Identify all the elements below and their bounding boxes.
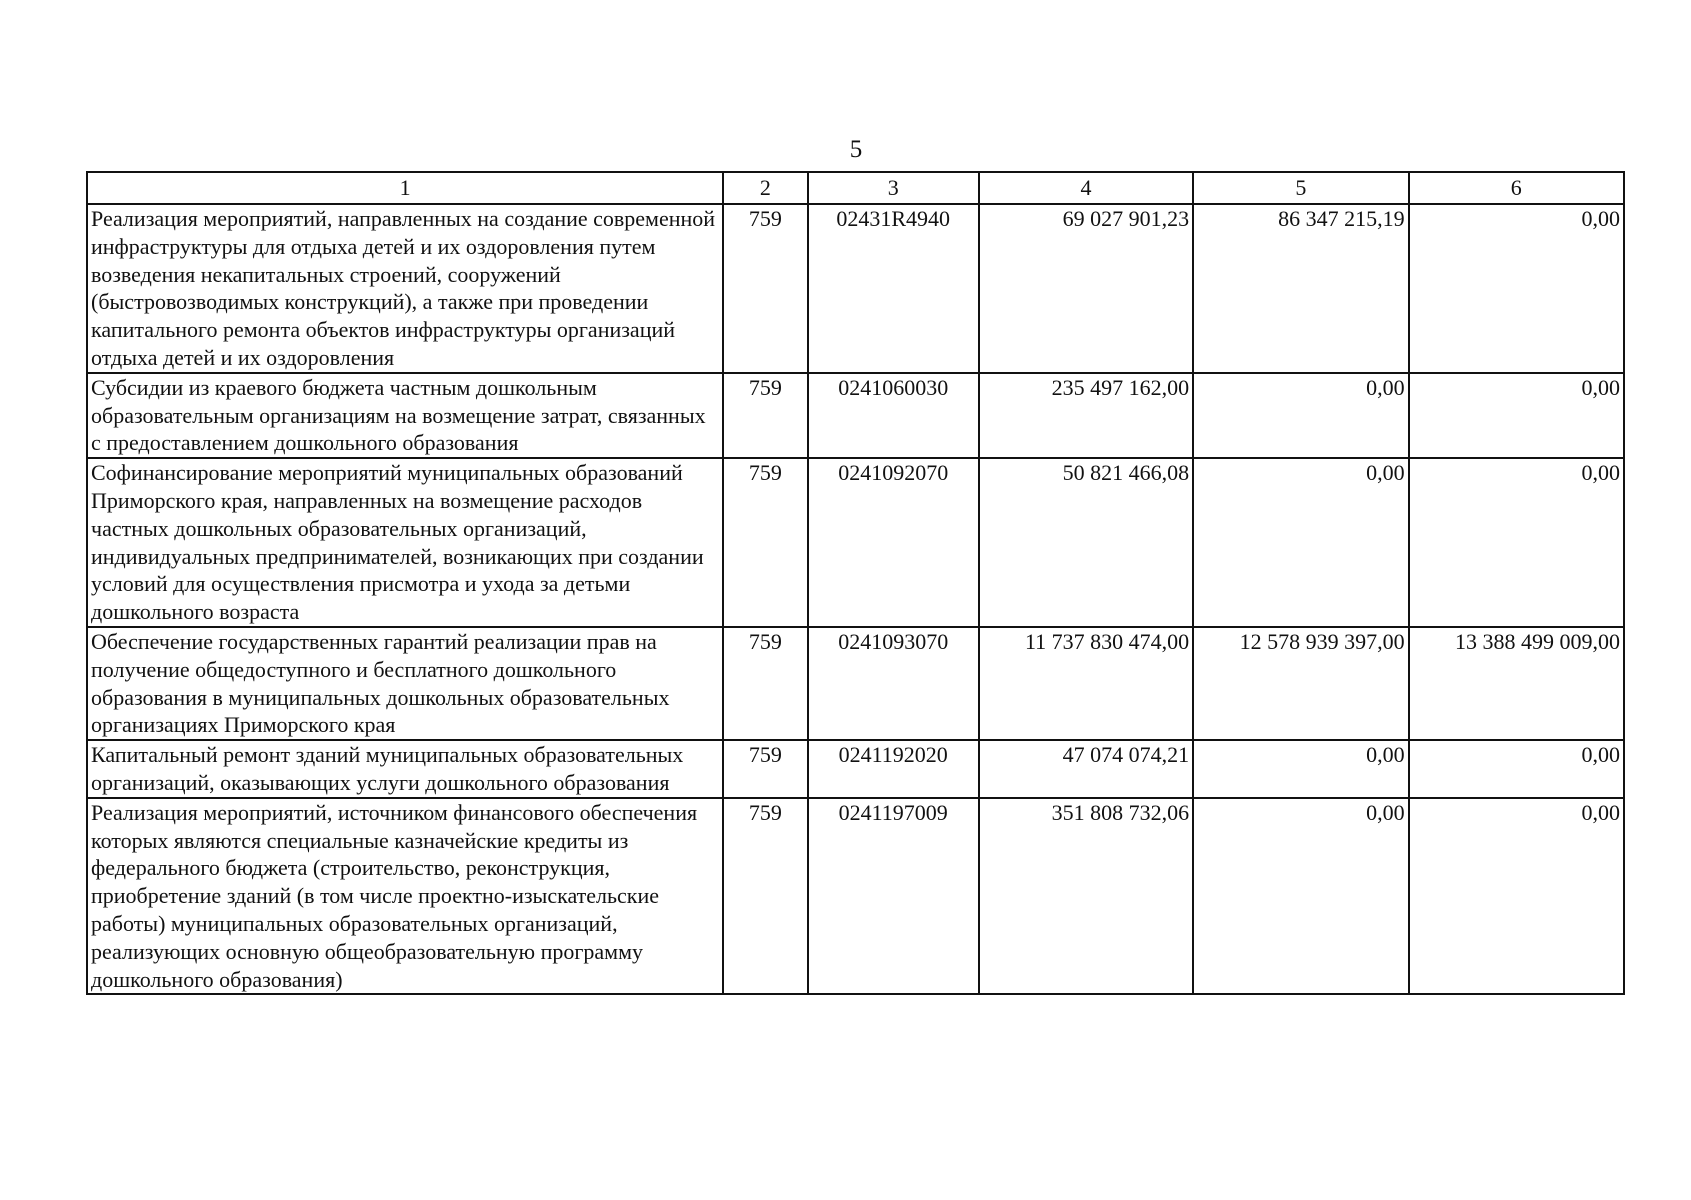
amount-column-6: 13 388 499 009,00: [1409, 627, 1624, 740]
column-header-3: 3: [808, 172, 979, 204]
amount-column-4: 69 027 901,23: [979, 204, 1193, 373]
column-header-6: 6: [1409, 172, 1624, 204]
amount-column-4: 235 497 162,00: [979, 373, 1193, 458]
table-row: [87, 204, 1624, 373]
target-article-code: 0241192020: [808, 740, 979, 798]
amount-column-6: 0,00: [1409, 204, 1624, 373]
expense-name: Софинансирование мероприятий муниципальных образований Приморского края, направленных на возмещение расходов частных дошкольных образовательных организаций, индивидуальных предпринимателей, возникающих при создании условий для осуществления присмотра и ухода за детьми дошкольного возраста: [87, 458, 723, 627]
amount-column-4: 11 737 830 474,00: [979, 627, 1193, 740]
ministry-code: 759: [723, 627, 808, 740]
amount-column-6: 0,00: [1409, 458, 1624, 627]
table-row: [87, 798, 1624, 995]
page-number: 5: [849, 136, 863, 163]
column-header-4: 4: [979, 172, 1193, 204]
table-row: [87, 458, 1624, 627]
target-article-code: 02431R4940: [808, 204, 979, 373]
target-article-code: 0241092070: [808, 458, 979, 627]
expense-name: Капитальный ремонт зданий муниципальных образовательных организаций, оказывающих услуги дошкольного образования: [87, 740, 723, 798]
ministry-code: 759: [723, 458, 808, 627]
ministry-code: 759: [723, 204, 808, 373]
expense-name: Обеспечение государственных гарантий реализации прав на получение общедоступного и бесплатного дошкольного образования в муниципальных дошкольных образовательных организациях Приморского края: [87, 627, 723, 740]
ministry-code: 759: [723, 798, 808, 995]
amount-column-5: 0,00: [1193, 798, 1408, 995]
expense-name: Реализация мероприятий, направленных на создание современной инфраструктуры для отдыха детей и их оздоровления путем возведения некапитальных строений, сооружений (быстровозводимых конструкций), а также при проведении капитального ремонта объектов инфраструктуры организаций отдыха детей и их оздоровления: [87, 204, 723, 373]
table-row: [87, 627, 1624, 740]
amount-column-5: 12 578 939 397,00: [1193, 627, 1408, 740]
amount-column-5: 0,00: [1193, 458, 1408, 627]
expense-name: Субсидии из краевого бюджета частным дошкольным образовательным организациям на возмещение затрат, связанных с предоставлением дошкольного образования: [87, 373, 723, 458]
ministry-code: 759: [723, 373, 808, 458]
expense-name: Реализация мероприятий, источником финансового обеспечения которых являются специальные казначейские кредиты из федерального бюджета (строительство, реконструкция, приобретение зданий (в том числе проектно-изыскательские работы) муниципальных образовательных организаций, реализующих основную общеобразовательную программу дошкольного образования): [87, 798, 723, 995]
amount-column-4: 351 808 732,06: [979, 798, 1193, 995]
amount-column-5: 0,00: [1193, 740, 1408, 798]
amount-column-5: 0,00: [1193, 373, 1408, 458]
table-row: [87, 740, 1624, 798]
table-header-row: [87, 172, 1624, 204]
amount-column-6: 0,00: [1409, 373, 1624, 458]
amount-column-4: 47 074 074,21: [979, 740, 1193, 798]
amount-column-5: 86 347 215,19: [1193, 204, 1408, 373]
target-article-code: 0241093070: [808, 627, 979, 740]
amount-column-4: 50 821 466,08: [979, 458, 1193, 627]
target-article-code: 0241060030: [808, 373, 979, 458]
column-header-5: 5: [1193, 172, 1408, 204]
column-header-2: 2: [723, 172, 808, 204]
target-article-code: 0241197009: [808, 798, 979, 995]
ministry-code: 759: [723, 740, 808, 798]
amount-column-6: 0,00: [1409, 798, 1624, 995]
budget-table: [86, 171, 1625, 995]
amount-column-6: 0,00: [1409, 740, 1624, 798]
column-header-1: 1: [87, 172, 723, 204]
table-row: [87, 373, 1624, 458]
